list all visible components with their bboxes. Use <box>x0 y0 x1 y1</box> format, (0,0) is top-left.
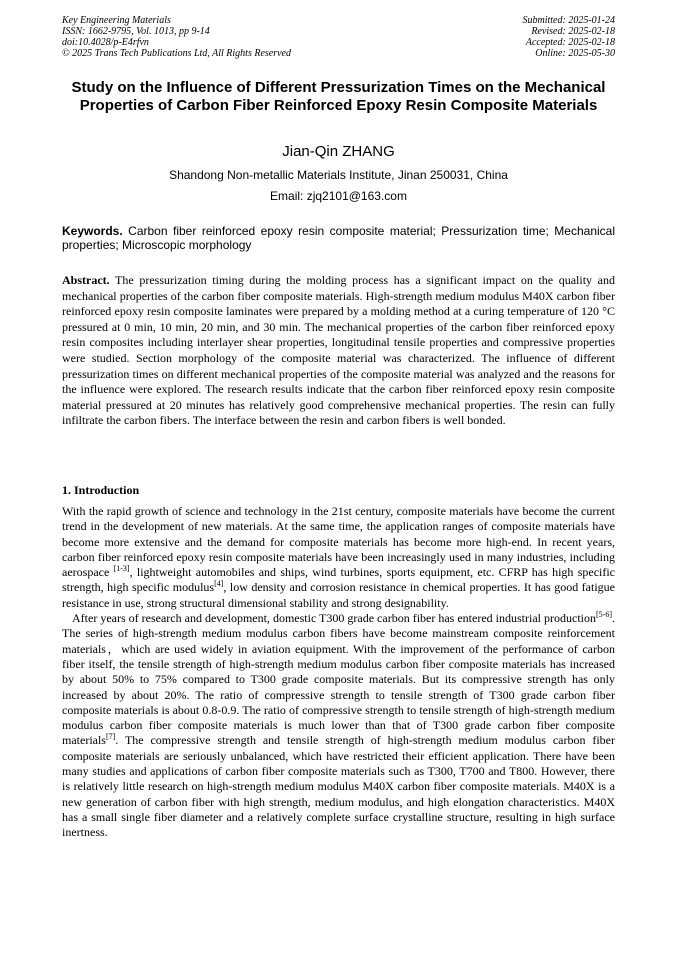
submitted-date: Submitted: 2025-01-24 <box>522 15 615 26</box>
journal-info <box>62 15 392 59</box>
citation: [1-3] <box>113 564 130 574</box>
citation: [4] <box>214 579 224 589</box>
intro-paragraph-2 <box>62 611 615 840</box>
author-affiliation: Shandong Non-metallic Materials Institute, Jinan 250031, China <box>169 168 508 182</box>
intro-p2-text-a: After years of research and development, domestic T300 grade carbon fiber has entered industrial production <box>72 611 596 626</box>
keywords <box>62 224 615 252</box>
introduction-body <box>62 504 615 841</box>
abstract-label: Abstract. <box>62 273 110 287</box>
section-heading-introduction: 1. Introduction <box>62 483 140 497</box>
online-date: Online: 2025-05-30 <box>535 48 615 59</box>
journal-doi: doi:10.4028/p-E4rfvn <box>62 37 149 48</box>
citation: [7] <box>105 732 116 742</box>
citation: [5-6] <box>596 610 612 620</box>
paper-title: Study on the Influence of Different Pressurization Times on the Mechanical Properties of Carbon Fiber Reinforced Epoxy Resin Composite Materials <box>71 79 606 114</box>
intro-p1-text-c: , low density and corrosion resistance in chemical properties. It has good fatigue resistance in use, strong structural dimensional stability and strong designability. <box>62 580 615 610</box>
abstract <box>62 273 615 429</box>
revised-date: Revised: 2025-02-18 <box>531 26 615 37</box>
intro-p1-text-a: With the rapid growth of science and technology in the 21st century, composite materials have become the current trend in the development of new materials. At the same time, the application ranges of composite materials have become more extensive and the demand for composite materials has become more high-end. In recent years, carbon fiber reinforced epoxy resin composite materials have been increasingly used in many industries, including aerospace <box>62 504 615 580</box>
submission-dates <box>415 15 615 59</box>
keywords-label: Keywords. <box>62 224 123 238</box>
intro-p2-text-c: . The compressive strength and tensile strength of high-strength medium modulus carbon fiber composite materials are seriously unbalanced, which have restricted their efficient application. There have been many studies and applications of carbon fiber composite materials such as T300, T700 and T800. However, there is relatively little research on high-strength medium modulus M40X carbon fiber composite materials. M40X is a new generation of carbon fiber with high strength, medium modulus, and high elongation characteristics. M40X has a small single fiber diameter and a relatively complete surface crystalline structure, resulting in high surface inertness. <box>62 733 615 840</box>
abstract-text: The pressurization timing during the molding process has a significant impact on the quality and mechanical properties of the carbon fiber composite materials. High-strength medium modulus M40X carbon fiber reinforced epoxy resin composite laminates were prepared by a molding method at a curing temperature of 120 °C pressured at 0 min, 10 min, 20 min, and 30 min. The mechanical properties of the carbon fiber reinforced epoxy resin composites including interlayer shear properties, longitudinal tensile properties and compressive properties were studied. Section morphology of the composite material was characterized. The influence of different pressurization times on different mechanical properties of the composite material was analyzed and the reasons for the influence were explored. The research results indicate that the carbon fiber reinforced epoxy resin composite material pressured at 20 minutes has relatively good comprehensive mechanical properties. The resin can fully infiltrate the carbon fibers. The interface between the resin and carbon fibers is well bonded. <box>62 273 615 428</box>
intro-paragraph-1 <box>62 504 615 611</box>
intro-p1-text-b: , lightweight automobiles and ships, wind turbines, sports equipment, etc. CFRP has high specific strength, high specific modulus <box>62 565 616 595</box>
journal-copyright: © 2025 Trans Tech Publications Ltd, All Rights Reserved <box>62 48 291 59</box>
journal-issn: ISSN: 1662-9795, Vol. 1013, pp 9-14 <box>62 26 210 37</box>
author-email: Email: zjq2101@163.com <box>270 189 407 203</box>
accepted-date: Accepted: 2025-02-18 <box>525 37 615 48</box>
journal-name: Key Engineering Materials <box>62 15 171 26</box>
author-name: Jian-Qin ZHANG <box>282 143 395 160</box>
intro-p2-text-b: . The series of high-strength medium modulus carbon fibers have become mainstream composite reinforcement materials，which are used widely in aviation equipment. With the improvement of the performance of carbon fiber itself, the tensile strength of high-strength medium modulus carbon fiber composite materials has increased by about 50% to 75% compared to T300 grade composite materials. But its compressive strength has only increased by about 20%. The ratio of compressive strength to tensile strength of T300 grade carbon fiber composite materials is about 0.8-0.9. The ratio of compressive strength to tensile strength of high-strength medium modulus carbon fiber composite materials is much lower than that of T300 grade carbon fiber composite materials <box>62 611 615 748</box>
keywords-text: Carbon fiber reinforced epoxy resin composite material; Pressurization time; Mechanical properties; Microscopic morphology <box>62 224 615 252</box>
